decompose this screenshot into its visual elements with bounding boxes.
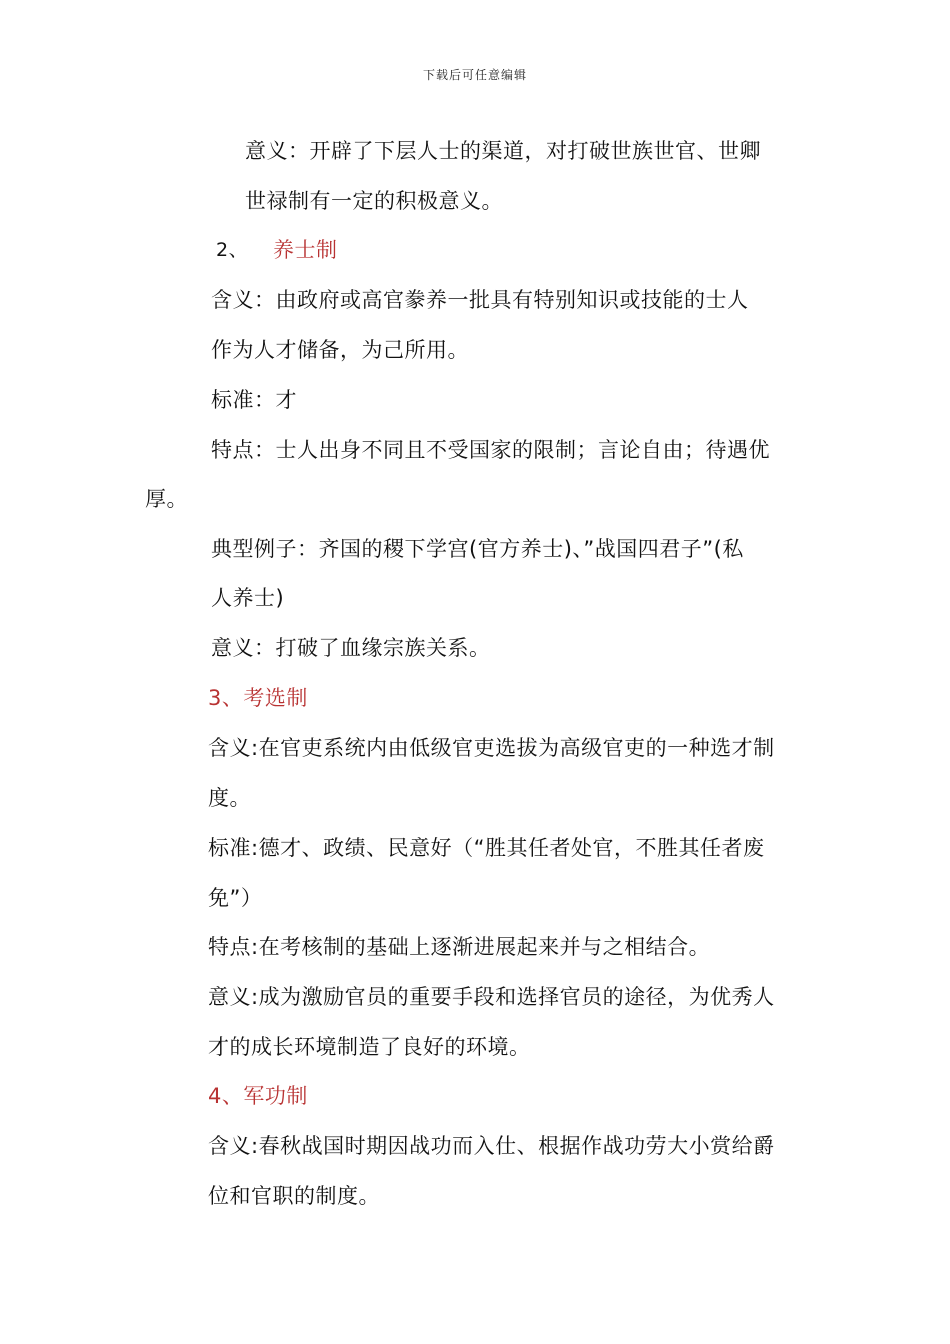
section1-meaning-line2: 世禄制有一定的积极意义。: [245, 189, 503, 213]
section2-number: 2、: [216, 239, 249, 261]
section3-standard-line1: 标准:德才、政绩、民意好（“胜其任者处官，不胜其任者废: [208, 836, 765, 860]
section2-definition-line1: 含义：由政府或高官豢养一批具有特别知识或技能的士人: [211, 288, 749, 312]
section3-meaning-line2: 才的成长环境制造了良好的环境。: [208, 1035, 531, 1059]
section3-definition-line1: 含义:在官吏系统内由低级官吏选拔为高级官吏的一种选才制: [208, 736, 775, 760]
page-header-note: 下载后可任意编辑: [422, 68, 527, 82]
section2-feature-line2: 厚。: [145, 487, 188, 511]
section2-example-line2: 人养士): [211, 586, 285, 610]
section2-definition-line2: 作为人才储备，为己所用。: [211, 338, 469, 362]
section3-standard-line2: 免”）: [208, 886, 263, 910]
section2-example-line1: 典型例子：齐国的稷下学宫(官方养士)、”战国四君子”(私: [211, 537, 744, 561]
section4-definition-line1: 含义:春秋战国时期因战功而入仕、根据作战功劳大小赏给爵: [208, 1134, 775, 1158]
section2-standard: 标准：才: [211, 388, 297, 412]
section2-meaning: 意义：打破了血缘宗族关系。: [211, 636, 491, 660]
section3-feature: 特点:在考核制的基础上逐渐进展起来并与之相结合。: [208, 935, 711, 959]
section3-meaning-line1: 意义:成为激励官员的重要手段和选择官员的途径，为优秀人: [208, 985, 775, 1009]
section2-feature-line1: 特点：士人出身不同且不受国家的限制；言论自由；待遇优: [211, 438, 770, 462]
section2-title: 养士制: [273, 238, 338, 262]
section4-definition-line2: 位和官职的制度。: [208, 1184, 380, 1208]
section4-heading: 4、军功制: [208, 1084, 308, 1108]
section3-heading: 3、考选制: [208, 686, 308, 710]
section1-meaning-line1: 意义：开辟了下层人士的渠道，对打破世族世官、世卿: [245, 139, 761, 163]
section3-definition-line2: 度。: [208, 786, 251, 810]
